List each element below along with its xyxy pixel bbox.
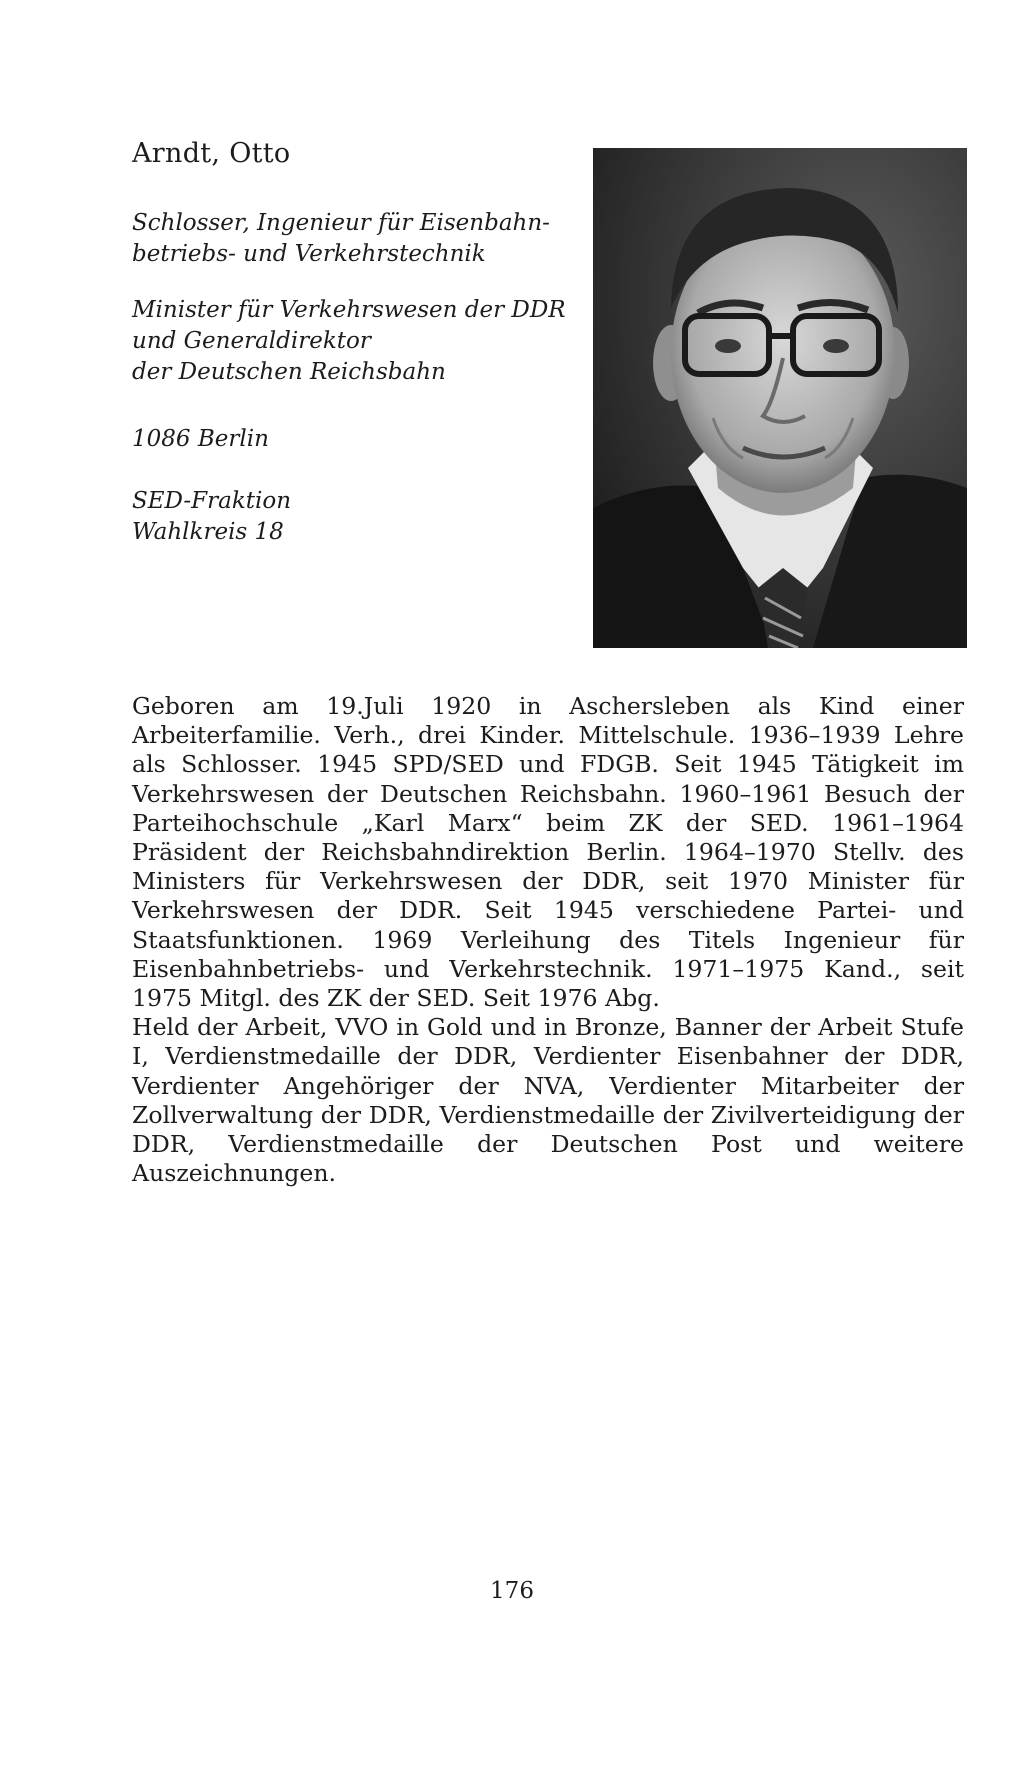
biography	[132, 692, 964, 1188]
occupation	[132, 208, 572, 270]
position-line: Minister für Verkehrswesen der DDR	[132, 297, 566, 323]
entry-name: Arndt, Otto	[132, 138, 291, 169]
portrait-illustration	[593, 148, 967, 648]
biography-paragraph: Geboren am 19.Juli 1920 in Aschersleben als Kind einer Arbeiterfamilie. Verh., drei Kinder. Mittelschule. 1936–1939 Lehre als Schlosser. 1945 SPD/SED und FDGB. Seit 1945 Tätigkeit im Verkehrswesen der Deutschen Reichsbahn. 1960–1961 Besuch der Parteihochschule „Karl Marx“ beim ZK der SED. 1961–1964 Präsident der Reichsbahndirektion Berlin. 1964–1970 Stellv. des Ministers für Verkehrswesen der DDR, seit 1970 Minister für Verkehrswesen der DDR. Seit 1945 verschiedene Partei- und Staatsfunktionen. 1969 Verleihung des Titels Ingenieur für Eisenbahnbetriebs- und Verkehrstechnik. 1971–1975 Kand., seit 1975 Mitgl. des ZK der SED. Seit 1976 Abg.	[132, 692, 964, 1013]
occupation-line: betriebs- und Verkehrstechnik	[132, 241, 486, 267]
position	[132, 295, 572, 388]
portrait-photo	[593, 148, 967, 648]
city: 1086 Berlin	[132, 426, 269, 452]
awards-paragraph: Held der Arbeit, VVO in Gold und in Bronze, Banner der Arbeit Stufe I, Verdienstmedaille der DDR, Verdienter Eisenbahner der DDR, Verdienter Angehöriger der NVA, Verdienter Mitarbeiter der Zollverwaltung der DDR, Verdienstmedaille der Zivilverteidigung der DDR, Verdienstmedaille der Deutschen Post und weitere Auszeichnungen.	[132, 1013, 964, 1188]
constituency-line: Wahlkreis 18	[132, 519, 284, 545]
position-line: der Deutschen Reichsbahn	[132, 359, 446, 385]
faction-line: SED-Fraktion	[132, 488, 292, 514]
faction	[132, 486, 572, 548]
page-number: 176	[490, 1578, 534, 1604]
occupation-line: Schlosser, Ingenieur für Eisenbahn-	[132, 210, 550, 236]
position-line: und Generaldirektor	[132, 328, 371, 354]
